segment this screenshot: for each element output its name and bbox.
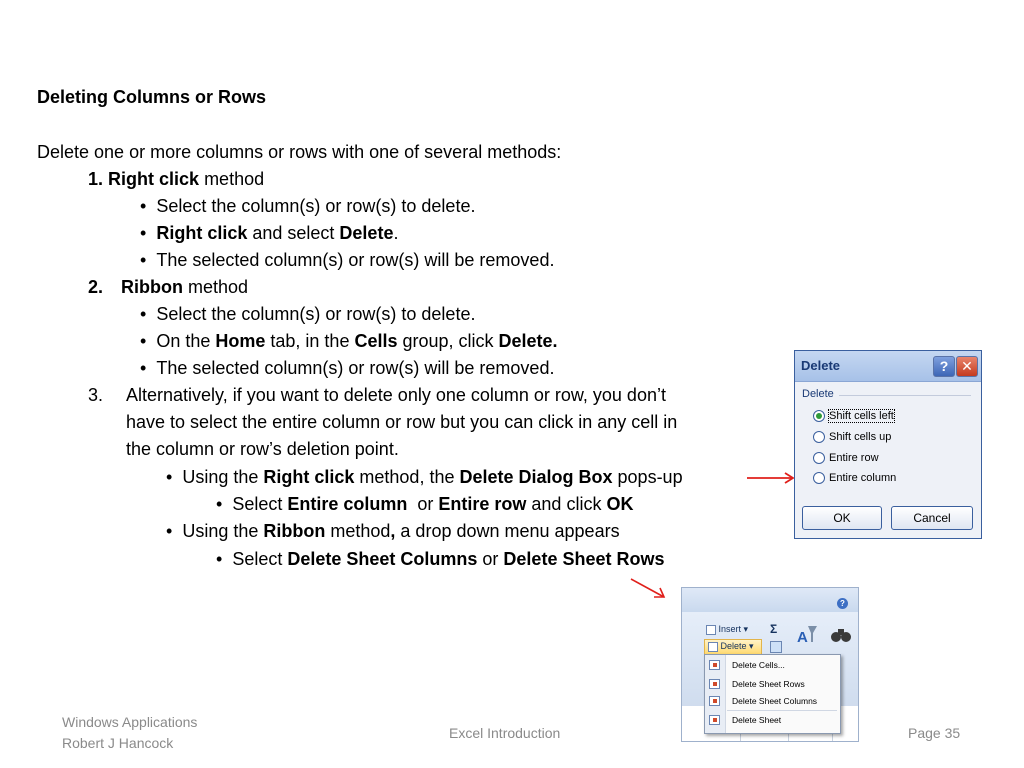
bold-right-click: Right click — [156, 223, 248, 243]
autosum-icon[interactable]: Σ — [770, 622, 778, 636]
text: Select — [232, 494, 288, 514]
period: . — [393, 223, 399, 243]
dialog-titlebar — [795, 351, 981, 382]
method2-item — [88, 276, 248, 298]
intro-text: Delete one or more columns or rows with one of several methods: — [37, 142, 562, 162]
method1-bullet2 — [140, 222, 398, 244]
delete-dialog — [794, 350, 982, 539]
text: or — [477, 549, 504, 569]
bullet-mark: • — [140, 223, 147, 243]
method3-sub2 — [166, 520, 620, 542]
method1-suffix: method — [199, 169, 265, 189]
footer-left-line2: Robert J Hancock — [62, 735, 174, 751]
ribbon-delete-label: Delete ▾ — [708, 641, 754, 652]
dialog-ok-button[interactable]: OK — [802, 506, 882, 530]
arrow-to-dialog-icon — [745, 470, 797, 486]
menu-delete-sheet-columns[interactable]: Delete Sheet Columns — [732, 696, 818, 706]
method3-line1: Alternatively, if you want to delete only one column or row, you don’t — [126, 385, 666, 405]
method2-bullet3 — [140, 357, 554, 379]
dialog-close-button[interactable]: ✕ — [956, 356, 978, 377]
footer-center: Excel Introduction — [449, 725, 561, 741]
text: method — [325, 521, 391, 541]
delete-cells-icon — [709, 660, 720, 670]
method3-line3: the column or row’s deletion point. — [126, 439, 399, 459]
ribbon-screenshot — [681, 587, 859, 742]
insert-cells-icon — [706, 625, 716, 635]
ribbon-insert-button[interactable]: Insert ▾ — [706, 624, 748, 635]
menu-delete-cells[interactable]: Delete Cells... — [732, 660, 785, 670]
method2-bullet2 — [140, 330, 558, 352]
bold-delete-sheet-columns: Delete Sheet Columns — [287, 549, 478, 569]
delete-dropdown-menu — [704, 654, 841, 734]
radio-label: Shift cells left — [829, 410, 894, 423]
bullet-mark: • — [216, 494, 223, 514]
footer-left-line1: Windows Applications — [62, 714, 198, 730]
find-select-icon[interactable] — [830, 625, 852, 645]
radio-entire-column[interactable] — [813, 472, 896, 484]
text: Delete — [720, 641, 747, 651]
ribbon-tab-strip — [682, 588, 859, 612]
radio-label: Shift cells up — [829, 431, 892, 444]
dialog-cancel-button[interactable]: Cancel — [891, 506, 973, 530]
text: Select — [232, 549, 288, 569]
bold-delete-sheet-rows: Delete Sheet Rows — [503, 549, 665, 569]
delete-sheet-icon — [709, 715, 720, 725]
dialog-help-button[interactable]: ? — [933, 356, 955, 377]
ribbon-help-icon[interactable]: ? — [837, 598, 848, 609]
method1-name: Right click — [108, 169, 200, 189]
bold-home: Home — [215, 331, 266, 351]
bullet-mark: • — [140, 250, 147, 270]
method3-line2: have to select the entire column or row but you can click in any cell in — [126, 412, 678, 432]
bold-entire-row: Entire row — [438, 494, 527, 514]
sort-filter-icon[interactable] — [796, 624, 818, 646]
menu-delete-sheet[interactable]: Delete Sheet — [732, 715, 782, 725]
method1-bullet3-text: The selected column(s) or row(s) will be removed. — [156, 250, 555, 270]
ribbon-insert-label: Insert — [718, 624, 742, 634]
text: or — [407, 494, 439, 514]
method3-sub1a — [216, 493, 633, 515]
bold-delete-dialog-box: Delete Dialog Box — [459, 467, 613, 487]
delete-cells-icon — [708, 642, 718, 652]
method3-sub2a — [216, 548, 664, 570]
radio-shift-cells-up[interactable] — [813, 431, 891, 443]
text: Using the — [182, 467, 264, 487]
method1-bullet1 — [140, 195, 475, 217]
text: group, click — [397, 331, 499, 351]
bold-ok: OK — [606, 494, 634, 514]
radio-icon[interactable] — [813, 472, 825, 484]
svg-text:A: A — [797, 629, 808, 646]
bold-comma: , — [390, 521, 396, 541]
method2-bullet1 — [140, 303, 475, 325]
dialog-group-label: Delete — [802, 388, 834, 400]
method3-sub1 — [166, 466, 683, 488]
footer-page-number: Page 35 — [908, 725, 961, 741]
method1-bullet2-text: and select — [247, 223, 340, 243]
delete-rows-icon — [709, 679, 720, 689]
radio-shift-cells-left[interactable] — [813, 410, 894, 422]
fill-icon[interactable] — [770, 641, 782, 653]
menu-separator — [727, 710, 837, 711]
radio-selected-icon[interactable] — [813, 410, 825, 422]
method2-bullet3-text: The selected column(s) or row(s) will be removed. — [156, 358, 555, 378]
method1-bullet1-text: Select the column(s) or row(s) to delete. — [156, 196, 476, 216]
method1-bullet3 — [140, 249, 554, 271]
bullet-mark: • — [140, 196, 147, 216]
text: tab, in the — [265, 331, 355, 351]
text: method, the — [354, 467, 460, 487]
method2-suffix: method — [183, 277, 249, 297]
ribbon-delete-button[interactable] — [704, 639, 762, 655]
radio-label: Entire column — [829, 472, 897, 485]
method1-number: 1. — [88, 169, 104, 189]
bold-delete: Delete — [339, 223, 394, 243]
bold-ribbon: Ribbon — [263, 521, 326, 541]
method1-item — [88, 168, 264, 190]
text: pops-up — [612, 467, 683, 487]
bold-entire-column: Entire column — [287, 494, 408, 514]
method2-bullet1-text: Select the column(s) or row(s) to delete. — [156, 304, 476, 324]
method2-name: Ribbon — [121, 277, 184, 297]
bold-delete: Delete. — [498, 331, 558, 351]
text: a drop down menu appears — [395, 521, 620, 541]
bullet-mark: • — [140, 331, 147, 351]
arrow-to-ribbon-icon — [628, 576, 670, 602]
radio-icon[interactable] — [813, 431, 825, 443]
method2-number: 2. — [88, 277, 104, 297]
bold-right-click: Right click — [263, 467, 355, 487]
radio-icon[interactable] — [813, 452, 825, 464]
dialog-group-divider — [839, 395, 971, 396]
text: and click — [526, 494, 607, 514]
delete-columns-icon — [709, 696, 720, 706]
text: On the — [156, 331, 216, 351]
dialog-title: Delete — [801, 358, 841, 373]
method3-number: 3. — [88, 385, 104, 405]
bullet-mark: • — [216, 549, 223, 569]
bullet-mark: • — [166, 521, 173, 541]
bullet-mark: • — [140, 304, 147, 324]
radio-entire-row[interactable] — [813, 452, 879, 464]
text: Using the — [182, 521, 264, 541]
bullet-mark: • — [166, 467, 173, 487]
slide-heading: Deleting Columns or Rows — [37, 87, 267, 107]
bullet-mark: • — [140, 358, 147, 378]
radio-label: Entire row — [829, 452, 879, 465]
bold-cells: Cells — [354, 331, 398, 351]
menu-delete-sheet-rows[interactable]: Delete Sheet Rows — [732, 679, 805, 689]
